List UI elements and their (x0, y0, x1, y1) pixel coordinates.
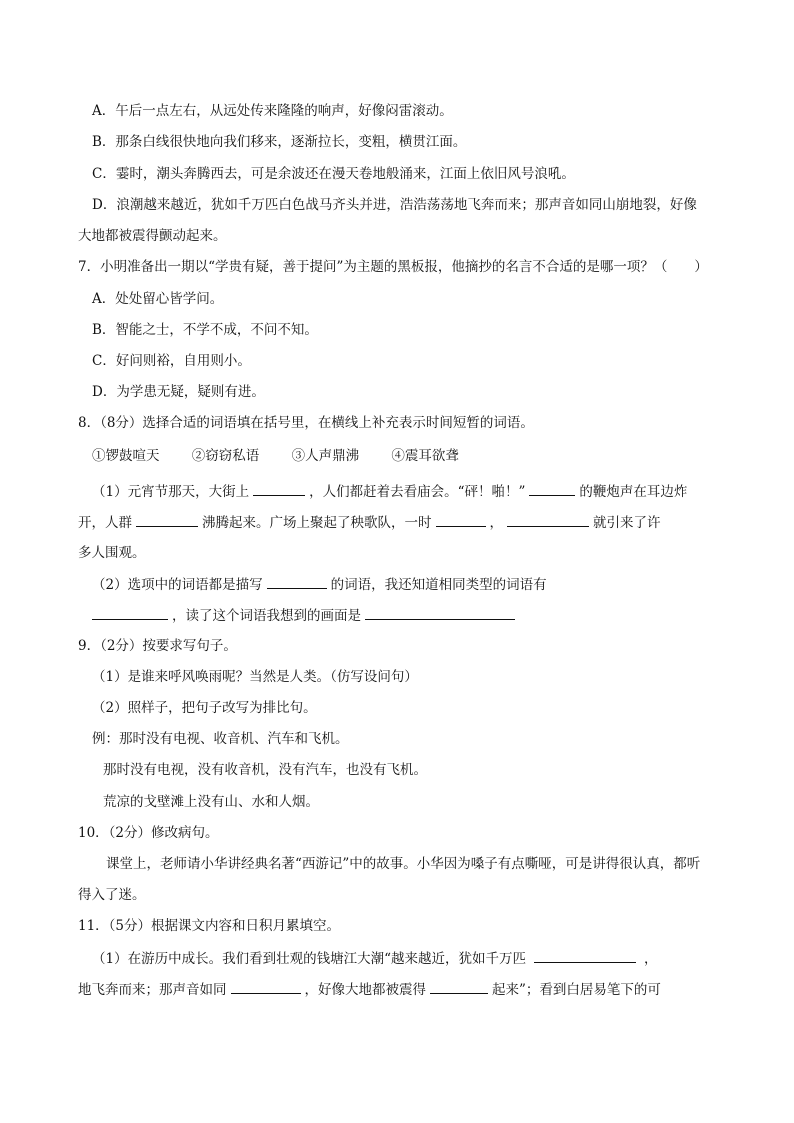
q8-p1-text-b: ，人们都赶着去看庙会。“砰！啪！” (309, 484, 526, 500)
q7-option-b: B．智能之士，不学不成，不问不知。 (92, 322, 318, 338)
q11-text-b: ， (644, 951, 658, 967)
answer-blank[interactable] (92, 605, 168, 620)
q10-line1: 课堂上，老师请小华讲经典名著“西游记”中的故事。小华因为嗓子有点嘶哑，可是讲得很认真，都听 (106, 856, 701, 872)
q8-choice-3: ③人声鼎沸 (291, 448, 360, 464)
q7-option-a: A．处处留心皆学问。 (92, 291, 224, 307)
q6-option-c: C．霎时，潮头奔腾西去，可是余波还在漫天卷地般涌来，江面上依旧风号浪吼。 (92, 166, 575, 182)
q9-part1: （1）是谁来呼风唤雨呢？当然是人类。（仿写设问句） (92, 669, 418, 685)
q9-part2: （2）照样子，把句子改写为排比句。 (92, 700, 317, 716)
answer-blank[interactable] (136, 512, 198, 527)
answer-blank[interactable] (529, 481, 575, 496)
answer-blank[interactable] (436, 512, 486, 527)
q8-part1-line1 (92, 481, 687, 502)
q8-part1-line3: 多人围观。 (78, 545, 146, 561)
q10-stem: 10．（2分）修改病句。 (78, 825, 219, 841)
answer-blank[interactable] (365, 605, 515, 620)
q8-choice-2: ②窃窃私语 (191, 448, 260, 464)
q8-p1-text-d: 开，人群 (78, 515, 132, 531)
q6-option-d-line2: 大地都被震得颤动起来。 (78, 228, 227, 244)
answer-blank[interactable] (507, 512, 589, 527)
q8-p1-text-g: 就引来了许 (593, 515, 661, 531)
q9-example-1: 例：那时没有电视、收音机、汽车和飞机。 (92, 731, 349, 747)
q10-line2: 得入了迷。 (78, 887, 146, 903)
q8-p2-text-a: （2）选项中的词语都是描写 (92, 577, 263, 593)
q7-stem: 7．小明准备出一期以“学贵有疑，善于提问”为主题的黑板报，他摘抄的名言不合适的是哪一项？（ ） (78, 259, 708, 275)
q7-option-c: C．好问则裕，自用则小。 (92, 353, 251, 369)
q11-text-a: （1）在游历中成长。我们看到壮观的钱塘江大潮“越来越近，犹如千万匹 (92, 951, 526, 967)
answer-blank[interactable] (267, 574, 327, 589)
q11-line2 (78, 979, 661, 1000)
q9-example-2: 那时没有电视，没有收音机，没有汽车，也没有飞机。 (103, 762, 427, 778)
q6-option-b: B．那条白线很快地向我们移来，逐渐拉长，变粗，横贯江面。 (92, 134, 467, 150)
q7-option-d: D．为学患无疑，疑则有进。 (92, 384, 265, 400)
q9-stem: 9．（2分）按要求写句子。 (78, 638, 237, 654)
answer-blank[interactable] (231, 979, 301, 994)
answer-blank[interactable] (253, 481, 305, 496)
q8-p1-text-a: （1）元宵节那天，大街上 (92, 484, 250, 500)
q11-line1 (92, 948, 658, 969)
q8-part2-line1 (92, 574, 547, 595)
q9-task: 荒凉的戈壁滩上没有山、水和人烟。 (103, 794, 319, 810)
q8-p1-text-f: ， (489, 515, 503, 531)
q11-text-d: ，好像大地都被震得 (304, 982, 426, 998)
answer-blank[interactable] (430, 979, 488, 994)
q8-p1-text-c: 的鞭炮声在耳边炸 (579, 484, 688, 500)
q8-choices (92, 446, 487, 466)
q6-option-d-line1: D．浪潮越来越近，犹如千万匹白色战马齐头并进，浩浩荡荡地飞奔而来；那声音如同山崩地裂，好像 (92, 197, 697, 213)
q8-p1-text-e: 沸腾起来。广场上聚起了秧歌队，一时 (202, 515, 432, 531)
answer-blank[interactable] (534, 948, 636, 963)
q8-p2-text-c: ，读了这个词语我想到的画面是 (172, 608, 361, 624)
q11-text-e: 起来”；看到白居易笔下的可 (492, 982, 661, 998)
q8-part1-line2 (78, 512, 661, 533)
q8-stem: 8．（8分）选择合适的词语填在括号里，在横线上补充表示时间短暂的词语。 (78, 415, 534, 431)
q8-part2-line2 (78, 605, 519, 626)
q8-choice-1: ①锣鼓喧天 (92, 448, 160, 464)
q11-stem: 11．（5分）根据课文内容和日积月累填空。 (78, 918, 341, 934)
q6-option-a: A．午后一点左右，从远处传来隆隆的响声，好像闷雷滚动。 (92, 103, 453, 119)
q8-p2-text-b: 的词语，我还知道相同类型的词语有 (330, 577, 547, 593)
q8-choice-4: ④震耳欲聋 (391, 448, 459, 464)
q11-text-c: 地飞奔而来；那声音如同 (78, 982, 227, 998)
